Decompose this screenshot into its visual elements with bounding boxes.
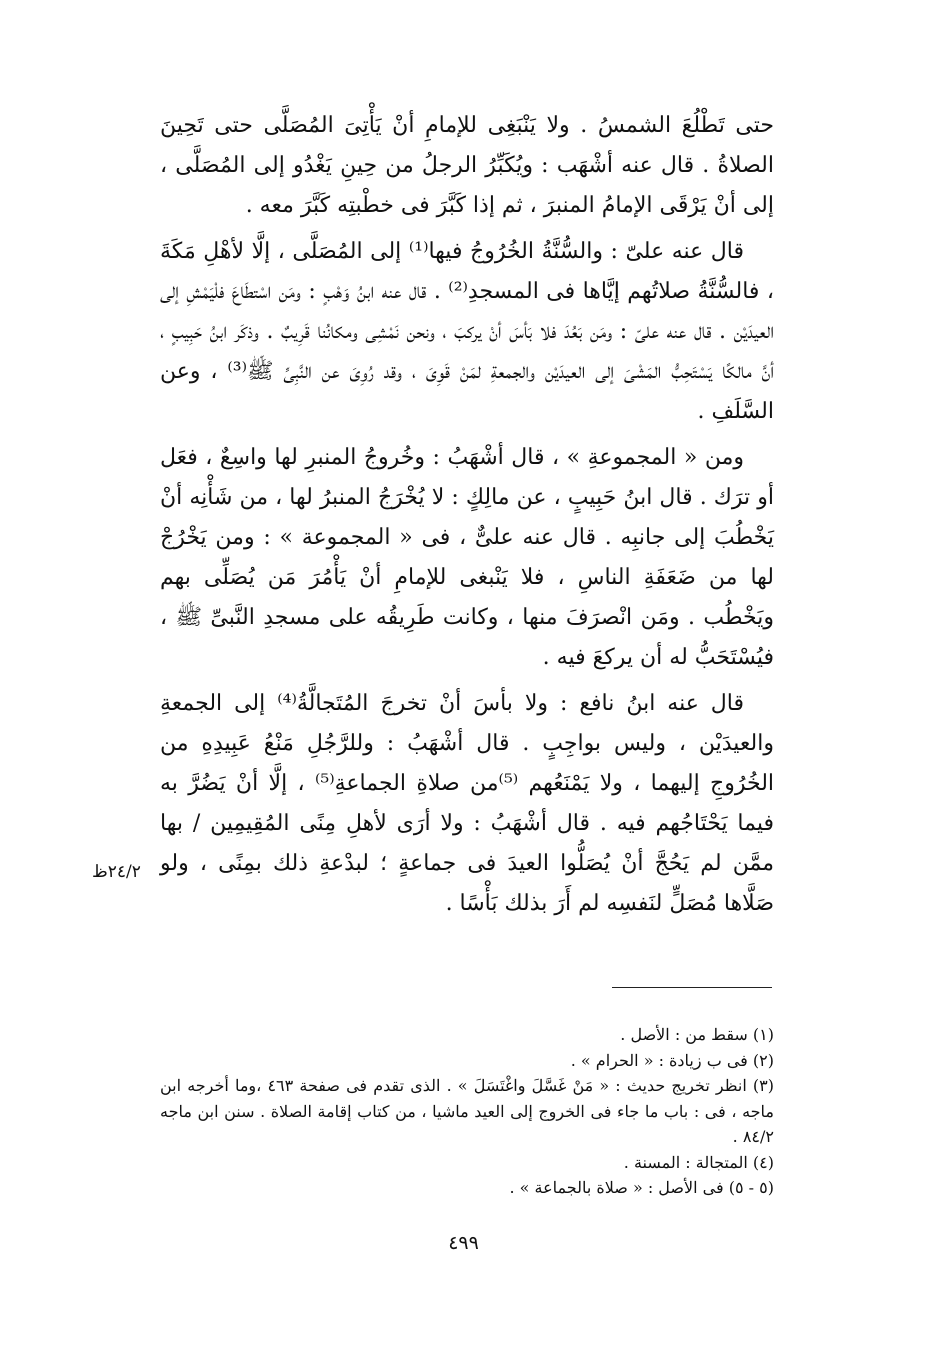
footnote-1: (١) سقط من : الأصل . bbox=[620, 1025, 774, 1044]
paragraph-2: قال عنه علىّ : والسُّنَّةُ الخُرُوجُ فيها⁽¹⁾ إلى المُصَلَّى ، إلَّا لأهْلِ مَكَةَ ، فالسُّنَّةُ صلاتُهم إيَّاها فى المسجدِ⁽²⁾ . قال عنه ابنُ وَهْبٍ : ومَن اسْتطَاعَ فلْيَمْشِ إلى العيدَيْن . قال عنه علىّ : ومَن بَعُدَ فلا بَأسَ أنْ يركبَ ، ونحن نَمْشِى ومكانُنا قَرِيبٌ . وذكَر ابنُ حَبِيبٍ ، أنَّ مالكًا يَسْتَحِبُّ المَشْىَ إلى العيدَيْن والجمعةِ لمَنْ قَوِىَ ، وقد رُوِىَ عن النَّبِىِّ ﷺ⁽³⁾ ، وعن السَّلَفِ . bbox=[160, 239, 774, 424]
footnote-5: (٥ - ٥) فى الأصل : « صلاة بالجماعة » . bbox=[509, 1178, 774, 1197]
page-number: ٤٩٩ bbox=[448, 1232, 479, 1254]
paragraph-1: حتى تَطْلُعَ الشمسُ . ولا يَنْبَغِى للإمامِ أنْ يَأْتِىَ المُصَلَّى حتى تَحِينَ الصلاةُ . قال عنه أشْهَب : ويُكَبِّرُ الرجلُ من حِينِ يَغْدُو إلى المُصَلَّى ، إلى أنْ يَرْقَى الإمامُ المنبرَ ، ثم إذا كَبَّرَ فى خطْبتِه كَبَّرَ معه . bbox=[160, 113, 774, 218]
footnote-3: (٣) انظر تخريج حديث : « مَنْ غَسَّلَ واغْتَسَلَ » . الذى تقدم فى صفحة ٤٦٣ ،وما أخرجه ابن ماجه ، فى : باب ما جاء فى الخروج إلى العيد ماشيا ، من كتاب إقامة الصلاة . سنن ابن ماجه ٨٤/٢ . bbox=[160, 1076, 774, 1146]
paragraph-4: قال عنه ابنُ نافع : ولا بأسَ أنْ تخرجَ المُتَجالَّةُ⁽⁴⁾ إلى الجمعةِ والعيدَيْن ، وليس بواجِبٍ . قال أشْهَبُ : وللرَّجُلِ مَنْعُ عَبِيدِهِ من الخُرُوجِ إليهما ، ولا يَمْنَعُهم ⁽⁵⁾من صلاةِ الجماعةِ⁽⁵⁾ ، إلَّا أنْ يَضُرَّ به فيما يَحْتَاجُهم فيه . قال أشْهَبُ : ولا أرَى لأهلِ مِنًى المُقِيمِين / بها ممَّن لم يَحُجَّ أنْ يُصَلُّوا العيدَ فى جماعةٍ ؛ لبدْعةِ ذلك بمِنًى ، ولو صَلَّاها مُصَلٍّ لنَفسِه لم أَرَ بذلك بَأْسًا . bbox=[160, 691, 775, 916]
footnotes bbox=[160, 1022, 774, 1201]
footnote-separator bbox=[612, 987, 772, 988]
footnote-2: (٢) فى ب زيادة : « الحرام » . bbox=[570, 1050, 774, 1070]
main-text bbox=[160, 106, 774, 924]
paragraph-3: ومن « المجموعةِ » ، قال أشْهَبُ : وخُروجُ المنبرِ لها واسِعٌ ، فعَل أو ترَك . قال ابنُ حَبِيبٍ ، عن مالِكٍ : لا يُخْرَجُ المنبرُ لها ، من شَأْنِه أنْ يَخْطُبَ إلى جانبِه . قال عنه علىٌّ ، فى « المجموعة » : ومن يَخْرُجْ لها من ضَعَفَةِ الناسِ ، فلا يَنْبغى للإمامِ أنْ يَأْمُرَ مَن يُصَلِّى بهم ويَخْطُب . ومَن انْصرَفَ منها ، وكانت طَرِيقُه على مسجدِ النَّبىِّ ﷺ ، فيُسْتَحَبُّ له أن يركعَ فيه . bbox=[160, 445, 774, 670]
footnote-4: (٤) المتجالة : المسنة . bbox=[623, 1152, 774, 1172]
manuscript-folio-reference: ٢٤/٢ظ bbox=[92, 862, 141, 882]
